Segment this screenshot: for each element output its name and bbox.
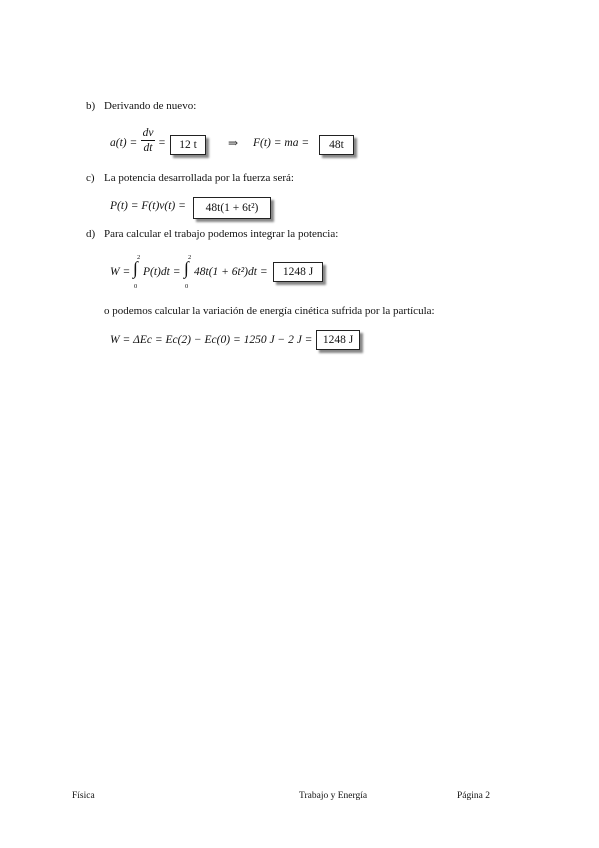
result-force-value: 48t <box>329 139 344 151</box>
result-box-work-kinetic <box>316 330 360 350</box>
integral-sign-2: ∫ <box>184 258 189 278</box>
integral-body-1: P(t)dt = <box>143 266 181 278</box>
fraction-denominator: dt <box>143 142 153 154</box>
footer-page-number: Página 2 <box>457 791 490 801</box>
equation-force-left: F(t) = ma = <box>253 137 310 149</box>
item-d-label: d) <box>86 228 96 240</box>
result-acceleration-value: 12 t <box>179 139 197 151</box>
equation-acceleration-equals: = <box>158 137 166 149</box>
item-b-text: Derivando de nuevo: <box>104 100 197 112</box>
result-box-acceleration <box>170 135 206 155</box>
integral-2-upper-limit: 2 <box>188 254 192 261</box>
result-box-work-integral <box>273 262 323 282</box>
equation-power-left: P(t) = F(t)v(t) = <box>110 200 186 212</box>
footer-chapter: Trabajo y Energía <box>299 791 368 801</box>
integral-equation-w: W = <box>110 266 131 278</box>
fraction-dv-dt <box>141 127 155 154</box>
item-c-text: La potencia desarrollada por la fuerza será: <box>104 172 294 184</box>
item-d-text: Para calcular el trabajo podemos integrar la potencia: <box>104 228 339 240</box>
result-power-value: 48t(1 + 6t²) <box>205 202 259 214</box>
result-work-kinetic-value: 1248 J <box>322 334 354 346</box>
kinetic-energy-equation: W = ΔEc = Ec(2) − Ec(0) = 1250 J − 2 J = <box>110 334 313 346</box>
result-box-power <box>193 197 271 219</box>
item-b-label: b) <box>86 100 96 112</box>
fraction-bar <box>141 140 155 141</box>
footer-subject: Física <box>72 791 95 801</box>
integral-sign-1: ∫ <box>133 258 138 278</box>
integral-2-lower-limit: 0 <box>185 283 189 290</box>
alternative-method-text: o podemos calcular la variación de energía cinética sufrida por la partícula: <box>104 305 435 317</box>
implies-arrow: ⇒ <box>228 136 239 150</box>
fraction-numerator: dv <box>142 127 154 139</box>
item-c-label: c) <box>86 172 95 184</box>
result-work-integral-value: 1248 J <box>282 266 314 278</box>
integral-1-upper-limit: 2 <box>137 254 141 261</box>
integral-1-lower-limit: 0 <box>134 283 138 290</box>
result-box-force <box>319 135 354 155</box>
equation-acceleration-left: a(t) = <box>110 137 138 149</box>
integral-body-2: 48t(1 + 6t²)dt = <box>194 266 268 278</box>
